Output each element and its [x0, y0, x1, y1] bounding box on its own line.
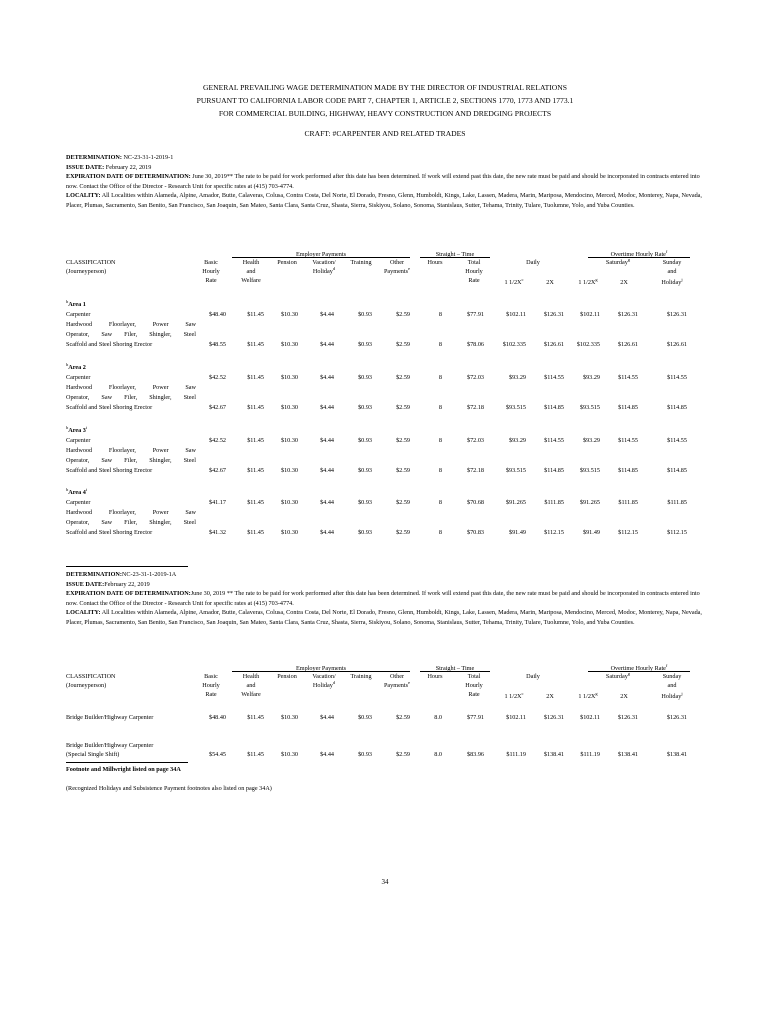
rate-cell: $2.59 — [396, 341, 410, 348]
col-holiday: Holiday$^d$ — [312, 265, 336, 275]
rate-cell: $0.93 — [358, 404, 372, 411]
determination-label: DETERMINATION: — [66, 154, 122, 161]
rate-cell: 8.0 — [434, 751, 442, 758]
determination-line — [66, 153, 706, 163]
classification-label: Operator, Saw Filer, Shingler, Steel — [66, 331, 196, 338]
rate-cell: $77.91 — [466, 714, 484, 721]
rate-cell: $42.52 — [208, 374, 226, 381]
issue-date-value: February 22, 2019 — [104, 580, 150, 588]
rate-cell: $114.55 — [618, 437, 638, 444]
expiration-value: June 30, 2019** The rate to be paid for work performed after this date has been determined. If work will extend past this date, the new rate must be paid and should be incorporated in contracts entered into now. Contact the Office of the Director - Research Unit for specific rates at (415) 703-4774. — [66, 173, 700, 190]
rate-cell: $4.44 — [320, 404, 334, 411]
rate-cell: $114.85 — [618, 404, 638, 411]
rate-cell: $126.61 — [666, 341, 687, 348]
rate-cell: $72.03 — [466, 374, 484, 381]
rate-cell: $0.93 — [358, 374, 372, 381]
rate-cell: $10.30 — [280, 341, 298, 348]
col-hours: Hours — [427, 259, 443, 266]
rate-cell: $11.45 — [247, 341, 264, 348]
col-total: Total — [467, 673, 481, 680]
rate-cell: 8.0 — [434, 714, 442, 721]
rate-cell: $138.41 — [666, 751, 687, 758]
classification-label: Hardwood Floorlayer, Power Saw — [66, 321, 196, 328]
rate-cell: $2.59 — [396, 311, 410, 318]
rate-cell: $10.30 — [280, 467, 298, 474]
doc-title-line-1: GENERAL PREVAILING WAGE DETERMINATION MADE BY THE DIRECTOR OF INDUSTRIAL RELATIONS — [203, 83, 567, 92]
determination-block-1 — [66, 153, 706, 211]
rate-cell: $10.30 — [280, 311, 298, 318]
expiration-line — [66, 589, 706, 608]
classification-label: Scaffold and Steel Shoring Erector — [66, 341, 153, 348]
col-sunday: Sunday — [662, 259, 682, 266]
rate-cell: $111.85 — [544, 499, 564, 506]
rate-cell: $11.45 — [247, 499, 264, 506]
classification-label: (Special Single Shift) — [66, 751, 120, 758]
rate-cell: $4.44 — [320, 467, 334, 474]
classification-label: Bridge Builder/Highway Carpenter — [66, 742, 154, 749]
locality-value: All Localities within Alameda, Alpine, Amador, Butte, Calaveras, Colusa, Contra Costa, Del Norte, El Dorado, Fresno, Glenn, Humboldt, Kings, Lake, Lassen, Madera, Marin, Mariposa, Mendocino, Merced, Modoc, Monterey, Napa, Nevada, Placer, Plumas, Sacramento, San Benito, San Francisco, San Joaquin, San Mateo, Santa Clara, Santa Cruz, Shasta, Sierra, Siskiyou, Solano, Sonoma, Stanislaus, Sutter, Tehama, Trinity, Tulare, Tuolumne, Yolo, and Yuba Counties. — [66, 609, 702, 626]
page-number: 34 — [381, 878, 389, 886]
col-daily-1-5x: 1 $1/2X^c$ — [504, 690, 524, 700]
rate-cell: $10.30 — [280, 374, 298, 381]
rate-cell: $4.44 — [320, 311, 334, 318]
col-journeyperson: (Journeyperson) — [66, 682, 107, 689]
expiration-label: EXPIRATION DATE OF DETERMINATION: — [66, 590, 191, 598]
col-vacation: Vacation/ — [312, 259, 336, 266]
locality-value: All Localities within Alameda, Alpine, Amador, Butte, Calaveras, Colusa, Contra Costa, Del Norte, El Dorado, Fresno, Glenn, Humboldt, Kings, Lake, Lassen, Madera, Marin, Mariposa, Mendocino, Merced, Modoc, Monterey, Napa, Nevada, Placer, Plumas, Sacramento, San Benito, San Francisco, San Joaquin, San Mateo, Santa Clara, Santa Cruz, Shasta, Sierra, Siskiyou, Solano, Sonoma, Stanislaus, Sutter, Tehama, Trinity, Tulare, Tuolumne, Yolo, and Yuba Counties. — [66, 192, 702, 209]
rate-cell: $93.515 — [505, 467, 526, 474]
rate-cell: $114.85 — [667, 404, 687, 411]
col-hours: Hours — [427, 673, 443, 680]
rate-cell: $10.30 — [280, 751, 298, 758]
rate-cell: $111.19 — [506, 751, 526, 758]
rate-cell: $93.29 — [508, 437, 526, 444]
rate-cell: $114.85 — [618, 467, 638, 474]
rate-cell: $126.31 — [617, 714, 638, 721]
rate-cell: $48.55 — [208, 341, 226, 348]
rate-cell: 8 — [438, 404, 442, 411]
col-daily-1-5x: 1 $1/2X^c$ — [504, 276, 524, 286]
rate-cell: $114.85 — [544, 404, 564, 411]
rate-cell: $0.93 — [358, 467, 372, 474]
area-heading: $^b$Area 2 — [66, 361, 86, 371]
rate-cell: $0.93 — [358, 714, 372, 721]
col-sat-1-5x: 1 $1/2X^g$ — [578, 690, 598, 700]
col-classification: CLASSIFICATION — [66, 673, 116, 680]
area-heading: $^b$Area 3$^i$ — [66, 424, 88, 434]
rate-cell: 8 — [438, 374, 442, 381]
rate-cell: $4.44 — [320, 714, 334, 721]
rate-cell: $4.44 — [320, 529, 334, 536]
rate-cell: $2.59 — [396, 374, 410, 381]
classification-label: Carpenter — [66, 499, 91, 506]
rate-cell: $93.515 — [579, 467, 600, 474]
issue-date-value: February 22, 2019 — [104, 163, 152, 171]
locality-line — [66, 608, 706, 627]
rate-cell: $112.15 — [618, 529, 638, 536]
col-employer-payments: Employer Payments — [295, 251, 346, 258]
rate-cell: $126.31 — [543, 714, 564, 721]
col-basic: Basic — [204, 673, 218, 680]
col-total-hourly: Hourly — [465, 268, 483, 275]
rate-cell: $102.335 — [576, 341, 600, 348]
rate-cell: $2.59 — [396, 437, 410, 444]
col-sat-2x: 2X — [620, 279, 628, 286]
rate-cell: $10.30 — [280, 437, 298, 444]
col-overtime: Overtime Hourly Rate$^f$ — [610, 662, 668, 672]
rate-cell: $0.93 — [358, 311, 372, 318]
col-sat-2x: 2X — [620, 693, 628, 700]
col-pension: Pension — [277, 673, 297, 680]
rate-cell: $48.40 — [208, 714, 226, 721]
classification-label: Hardwood Floorlayer, Power Saw — [66, 447, 196, 454]
rate-cell: $42.67 — [208, 404, 226, 411]
rate-cell: $10.30 — [280, 714, 298, 721]
rate-cell: $2.59 — [396, 467, 410, 474]
rate-cell: $4.44 — [320, 341, 334, 348]
rate-cell: $78.06 — [466, 341, 484, 348]
rate-cell: $4.44 — [320, 499, 334, 506]
rate-cell: $111.85 — [618, 499, 638, 506]
rate-cell: $0.93 — [358, 341, 372, 348]
col-total-hourly: Hourly — [465, 682, 483, 689]
col-payments: Payments$^e$ — [383, 679, 411, 689]
col-daily-2x: 2X — [546, 693, 554, 700]
classification-label: Hardwood Floorlayer, Power Saw — [66, 509, 196, 516]
section-divider — [66, 566, 188, 567]
rate-cell: $114.55 — [667, 437, 687, 444]
locality-line — [66, 191, 706, 210]
rate-cell: $42.67 — [208, 467, 226, 474]
col-payments: Payments$^e$ — [383, 265, 411, 275]
rate-cell: $72.18 — [466, 404, 484, 411]
rate-cell: $11.45 — [247, 714, 264, 721]
col-hourly: Hourly — [202, 268, 220, 275]
rate-cell: $111.19 — [580, 751, 600, 758]
col-health: Health — [242, 259, 260, 266]
col-sat-1-5x: 1 $1/2X^g$ — [578, 276, 598, 286]
col-rate: Rate — [205, 691, 217, 698]
expiration-line — [66, 172, 706, 191]
rate-cell: $126.31 — [543, 311, 564, 318]
col-and: and — [246, 682, 256, 689]
col-basic: Basic — [204, 259, 218, 266]
col-straight-time: Straight – Time — [435, 251, 475, 258]
rate-cell: 8 — [438, 529, 442, 536]
rate-cell: $93.29 — [582, 437, 600, 444]
rate-cell: $114.55 — [544, 437, 564, 444]
classification-label: Scaffold and Steel Shoring Erector — [66, 404, 153, 411]
expiration-label: EXPIRATION DATE OF DETERMINATION: — [66, 173, 191, 181]
classification-label: Operator, Saw Filer, Shingler, Steel — [66, 457, 196, 464]
rate-cell: $93.515 — [505, 404, 526, 411]
col-pension: Pension — [277, 259, 297, 266]
determination-block-2 — [66, 570, 706, 628]
rate-cell: $11.45 — [247, 467, 264, 474]
rate-cell: $4.44 — [320, 374, 334, 381]
col-total-rate: Rate — [468, 691, 480, 698]
issue-date-label: ISSUE DATE: — [66, 580, 105, 588]
rate-cell: $126.31 — [666, 714, 687, 721]
classification-label: Operator, Saw Filer, Shingler, Steel — [66, 519, 196, 526]
col-training: Training — [350, 259, 372, 266]
col-health: Health — [242, 673, 260, 680]
rate-cell: $10.30 — [280, 529, 298, 536]
rate-cell: $91.265 — [505, 499, 526, 506]
col-classification: CLASSIFICATION — [66, 259, 116, 266]
footnote-divider — [66, 762, 188, 763]
doc-title-line-3: FOR COMMERCIAL BUILDING, HIGHWAY, HEAVY CONSTRUCTION AND DREDGING PROJECTS — [218, 109, 552, 118]
rate-cell: $11.45 — [247, 404, 264, 411]
col-daily: Daily — [526, 259, 540, 266]
rate-cell: $48.40 — [208, 311, 226, 318]
rate-cell: $11.45 — [247, 311, 264, 318]
rate-cell: $93.29 — [582, 374, 600, 381]
col-welfare: Welfare — [241, 691, 261, 698]
col-hourly: Hourly — [202, 682, 220, 689]
rate-cell: $83.96 — [466, 751, 484, 758]
issue-date-line — [66, 580, 706, 590]
determination-value: NC-23-31-1-2019-1A — [121, 571, 177, 578]
rate-cell: $54.45 — [208, 751, 226, 758]
rate-cell: $2.59 — [396, 529, 410, 536]
determination-value: NC-23-31-1-2019-1 — [121, 154, 174, 161]
col-saturday: Saturday$^g$ — [605, 256, 631, 266]
col-daily-2x: 2X — [546, 279, 554, 286]
col-rate: Rate — [205, 277, 217, 284]
rate-cell: $42.52 — [208, 437, 226, 444]
col-daily: Daily — [526, 673, 540, 680]
rate-cell: $91.265 — [579, 499, 600, 506]
rate-cell: 8 — [438, 499, 442, 506]
col-other: Other — [389, 673, 405, 680]
col-other: Other — [389, 259, 405, 266]
rate-cell: $126.61 — [543, 341, 564, 348]
col-journeyperson: (Journeyperson) — [66, 268, 107, 275]
col-holiday-sunday: Holiday$^j$ — [661, 690, 683, 700]
rate-cell: $114.55 — [544, 374, 564, 381]
rate-cell: $102.11 — [506, 714, 526, 721]
rate-cell: $138.41 — [543, 751, 564, 758]
rate-cell: $126.31 — [666, 311, 687, 318]
rate-cell: $93.515 — [579, 404, 600, 411]
expiration-value: June 30, 2019 ** The rate to be paid for work performed after this date has been determined. If work will extend past this date, the new rate must be paid and should be incorporated in contracts entered into now. Contact the Office of the Director - Research Unit for specific rates at (415) 703-4774. — [66, 590, 700, 607]
col-sunday: Sunday — [662, 673, 682, 680]
rate-cell: $126.31 — [617, 311, 638, 318]
rate-cell: $114.55 — [618, 374, 638, 381]
rate-cell: $77.91 — [466, 311, 484, 318]
rate-cell: $2.59 — [396, 404, 410, 411]
rate-cell: 8 — [438, 467, 442, 474]
rate-cell: $126.61 — [617, 341, 638, 348]
issue-date-line — [66, 163, 706, 173]
col-total-rate: Rate — [468, 277, 480, 284]
area-heading: $^b$Area 4$^i$ — [66, 486, 88, 496]
rate-cell: $11.45 — [247, 437, 264, 444]
rate-cell: $93.29 — [508, 374, 526, 381]
classification-label: Bridge Builder/Highway Carpenter — [66, 714, 154, 721]
classification-label: Carpenter — [66, 437, 91, 444]
rate-cell: $41.17 — [208, 499, 226, 506]
col-holiday-sunday: Holiday$^j$ — [661, 276, 683, 286]
col-sunday-and: and — [667, 682, 677, 689]
col-vacation: Vacation/ — [312, 673, 336, 680]
col-training: Training — [350, 673, 372, 680]
rate-cell: $102.11 — [580, 714, 600, 721]
issue-date-label: ISSUE DATE: — [66, 163, 105, 171]
rate-cell: 8 — [438, 341, 442, 348]
col-overtime: Overtime Hourly Rate$^f$ — [610, 248, 668, 258]
rate-cell: $2.59 — [396, 751, 410, 758]
rate-cell: $112.15 — [544, 529, 564, 536]
col-total: Total — [467, 259, 481, 266]
footnote-note: (Recognized Holidays and Subsistence Payment footnotes also listed on page 34A) — [66, 785, 272, 792]
rate-cell: $114.85 — [667, 467, 687, 474]
footnote-reference: Footnote and Millwright listed on page 34A — [66, 766, 181, 773]
rate-cell: $10.30 — [280, 499, 298, 506]
classification-label: Carpenter — [66, 311, 91, 318]
rate-cell: $0.93 — [358, 437, 372, 444]
rate-cell: $2.59 — [396, 714, 410, 721]
rate-cell: $4.44 — [320, 437, 334, 444]
rate-cell: $102.335 — [502, 341, 526, 348]
rate-cell: $2.59 — [396, 499, 410, 506]
rate-cell: $11.45 — [247, 751, 264, 758]
rate-cell: $138.41 — [617, 751, 638, 758]
rate-cell: $0.93 — [358, 499, 372, 506]
classification-label: Hardwood Floorlayer, Power Saw — [66, 384, 196, 391]
col-sunday-and: and — [667, 268, 677, 275]
rate-cell: $102.11 — [506, 311, 526, 318]
determination-line — [66, 570, 706, 580]
col-saturday: Saturday$^g$ — [605, 670, 631, 680]
col-holiday: Holiday$^d$ — [312, 679, 336, 689]
rate-cell: $41.32 — [208, 529, 226, 536]
determination-label: DETERMINATION: — [66, 571, 122, 578]
locality-label: LOCALITY: — [66, 192, 101, 200]
locality-label: LOCALITY: — [66, 609, 101, 617]
rate-cell: $111.85 — [667, 499, 687, 506]
rate-cell: $11.45 — [247, 529, 264, 536]
rate-cell: $0.93 — [358, 751, 372, 758]
rate-cell: $70.68 — [466, 499, 484, 506]
doc-title-line-2: PURSUANT TO CALIFORNIA LABOR CODE PART 7, CHAPTER 1, ARTICLE 2, SECTIONS 1770, 1773 AND 1773.1 — [196, 96, 574, 105]
col-and: and — [246, 268, 256, 275]
rate-cell: $114.85 — [544, 467, 564, 474]
rate-cell: $10.30 — [280, 404, 298, 411]
col-employer-payments: Employer Payments — [295, 665, 346, 672]
rate-cell: $112.15 — [667, 529, 687, 536]
classification-label: Scaffold and Steel Shoring Erector — [66, 467, 153, 474]
area-heading: $^b$Area 1 — [66, 298, 86, 308]
rate-cell: $70.83 — [466, 529, 484, 536]
rate-cell: $4.44 — [320, 751, 334, 758]
classification-label: Operator, Saw Filer, Shingler, Steel — [66, 394, 196, 401]
rate-cell: $91.49 — [582, 529, 600, 536]
rate-cell: 8 — [438, 437, 442, 444]
craft-title: CRAFT: #CARPENTER AND RELATED TRADES — [304, 129, 466, 138]
classification-label: Scaffold and Steel Shoring Erector — [66, 529, 153, 536]
rate-cell: $114.55 — [667, 374, 687, 381]
classification-label: Carpenter — [66, 374, 91, 381]
col-straight-time: Straight – Time — [435, 665, 475, 672]
rate-cell: $72.18 — [466, 467, 484, 474]
col-welfare: Welfare — [241, 277, 261, 284]
rate-cell: $102.11 — [580, 311, 600, 318]
rate-cell: $91.49 — [508, 529, 526, 536]
rate-cell: $0.93 — [358, 529, 372, 536]
rate-cell: $72.03 — [466, 437, 484, 444]
rate-cell: 8 — [438, 311, 442, 318]
rate-cell: $11.45 — [247, 374, 264, 381]
